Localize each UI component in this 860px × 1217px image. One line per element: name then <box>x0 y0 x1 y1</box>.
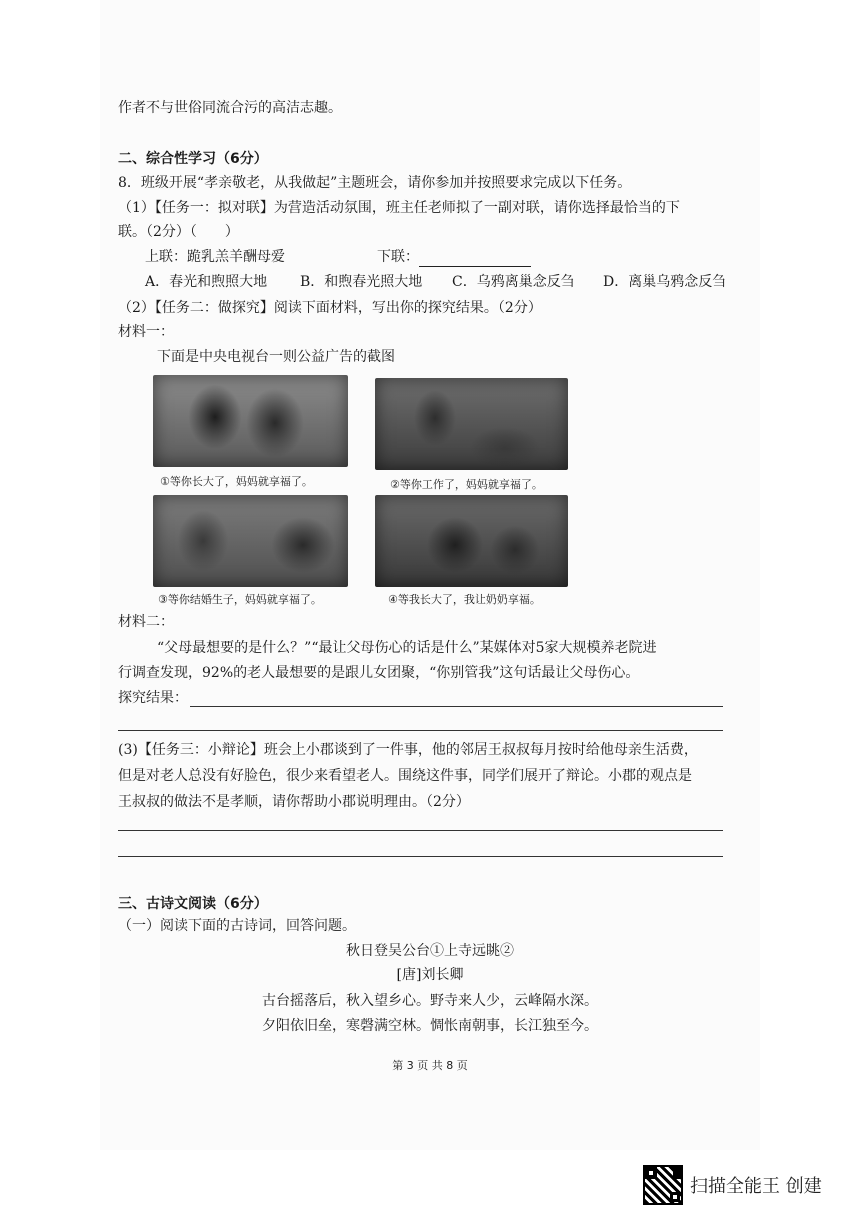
option-b[interactable]: B．和煦春光照大地 <box>300 274 423 290</box>
option-a[interactable]: A．春光和煦照大地 <box>145 274 268 290</box>
task2-line: （2）【任务二：做探究】阅读下面材料，写出你的探究结果。（2分） <box>118 300 542 316</box>
couplet-upper: 上联：跪乳羔羊酬母爱 <box>145 249 285 265</box>
couplet-lower-label: 下联： <box>377 249 419 265</box>
caption-3: ③等你结婚生子，妈妈就享福了。 <box>158 593 322 606</box>
qr-code-icon <box>643 1165 683 1205</box>
poem-title: 秋日登吴公台①上寺远眺② <box>346 943 514 959</box>
material1-intro: 下面是中央电视台一则公益广告的截图 <box>157 349 395 365</box>
material2-label: 材料二： <box>118 614 174 630</box>
option-d[interactable]: D．离巢乌鸦念反刍 <box>603 274 727 290</box>
material2-line2: 行调查发现，92%的老人最想要的是跟儿女团聚，“你别管我”这句话最让父母伤心。 <box>118 665 640 681</box>
option-c[interactable]: C．乌鸦离巢念反刍 <box>452 274 575 290</box>
ad-screenshot-4 <box>375 495 568 587</box>
poem-line-2: 夕阳依旧垒，寒磬满空林。惆怅南朝事，长江独至今。 <box>262 1018 598 1034</box>
ad-screenshot-2 <box>375 378 568 470</box>
result-answer-line[interactable] <box>190 706 723 707</box>
section3-heading: 三、古诗文阅读（6分） <box>118 896 268 912</box>
question-8: 8．班级开展“孝亲敬老，从我做起”主题班会，请你参加并按照要求完成以下任务。 <box>118 175 632 191</box>
result-label: 探究结果： <box>118 690 188 706</box>
caption-1: ①等你长大了，妈妈就享福了。 <box>160 475 313 488</box>
task3-line3: 王叔叔的做法不是孝顺，请你帮助小郡说明理由。（2分） <box>118 794 470 810</box>
intro-tail: 作者不与世俗同流合污的高洁志趣。 <box>118 100 342 116</box>
task1-line2: 联。（2分）（ ） <box>118 224 239 240</box>
ad-screenshot-1 <box>153 375 348 467</box>
couplet-lower <box>377 247 531 267</box>
caption-4: ④等我长大了，我让奶奶享福。 <box>388 593 541 606</box>
material2-line1: “父母最想要的是什么？”“最让父母伤心的话是什么”某媒体对5家大规模养老院进 <box>157 640 657 656</box>
result-answer-line-2[interactable] <box>118 730 723 731</box>
ad-screenshot-3 <box>153 495 348 587</box>
couplet-answer-blank[interactable] <box>419 250 531 267</box>
task3-line2: 但是对老人总没有好脸色，很少来看望老人。围绕这件事，同学们展开了辩论。小郡的观点是 <box>118 768 692 784</box>
page-number: 第 3 页 共 8 页 <box>392 1059 468 1072</box>
task1-line1: （1）【任务一：拟对联】为营造活动氛围，班主任老师拟了一副对联，请你选择最恰当的下 <box>118 200 680 216</box>
section3-sub: （一）阅读下面的古诗词，回答问题。 <box>118 918 356 934</box>
scanner-brand: 扫描全能王 创建 <box>690 1176 822 1197</box>
caption-2: ②等你工作了，妈妈就享福了。 <box>390 478 543 491</box>
section2-heading: 二、综合性学习（6分） <box>118 151 268 167</box>
material1-label: 材料一： <box>118 324 174 340</box>
poem-line-1: 古台摇落后，秋入望乡心。野寺来人少，云峰隔水深。 <box>262 993 598 1009</box>
task3-line1: (3)【任务三：小辩论】班会上小郡谈到了一件事，他的邻居王叔叔每月按时给他母亲生活费， <box>118 742 698 758</box>
task3-answer-line-1[interactable] <box>118 830 723 831</box>
poem-author: [唐]刘长卿 <box>396 967 464 983</box>
task3-answer-line-2[interactable] <box>118 856 723 857</box>
